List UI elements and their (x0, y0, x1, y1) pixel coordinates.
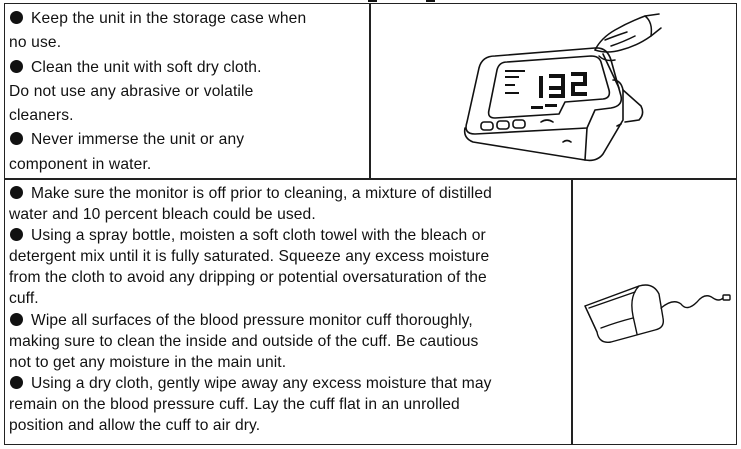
unit-care-instructions (9, 7, 367, 177)
instruction-line: remain on the blood pressure cuff. Lay the cuff flat in an unrolled (9, 395, 460, 413)
instruction-line: Make sure the monitor is off prior to cleaning, a mixture of distilled (9, 183, 571, 204)
bullet-icon (10, 132, 23, 145)
instruction-line: Never immerse the unit or any (9, 128, 367, 152)
instruction-line: Using a dry cloth, gently wipe away any excess moisture that may (9, 373, 571, 394)
instruction-line: no use. (9, 34, 62, 52)
bullet-icon (10, 60, 23, 73)
cleaning-table-unit (4, 3, 737, 179)
instruction-line: Using a spray bottle, moisten a soft cloth towel with the bleach or (9, 225, 571, 246)
instruction-line: not to get any moisture in the main unit. (9, 353, 287, 371)
instruction-line: Wipe all surfaces of the blood pressure monitor cuff thoroughly, (9, 310, 571, 331)
bullet-icon (10, 313, 23, 326)
bullet-icon (10, 186, 23, 199)
instruction-line: position and allow the cuff to air dry. (9, 417, 261, 435)
instruction-line: component in water. (9, 155, 152, 173)
instruction-line: Clean the unit with soft dry cloth. (9, 56, 367, 80)
instruction-line: Do not use any abrasive or volatile (9, 82, 254, 100)
cuff-cleaning-instructions (9, 183, 571, 436)
instruction-line: cleaners. (9, 107, 74, 125)
instruction-line: water and 10 percent bleach could be used. (9, 206, 316, 224)
blood-pressure-monitor-wiping-illustration (445, 10, 665, 172)
bullet-icon (10, 228, 23, 241)
blood-pressure-cuff-illustration (577, 268, 735, 348)
instruction-line: cuff. (9, 290, 39, 308)
instruction-line: detergent mix until it is fully saturated. Squeeze any excess moisture (9, 248, 490, 266)
instruction-line: from the cloth to avoid any dripping or potential oversaturation of the (9, 269, 487, 287)
instruction-line: making sure to clean the inside and outside of the cuff. Be cautious (9, 332, 479, 350)
bullet-icon (10, 376, 23, 389)
cleaning-table-cuff (4, 179, 737, 445)
instruction-line: Keep the unit in the storage case when (9, 7, 367, 31)
bullet-icon (10, 11, 23, 24)
